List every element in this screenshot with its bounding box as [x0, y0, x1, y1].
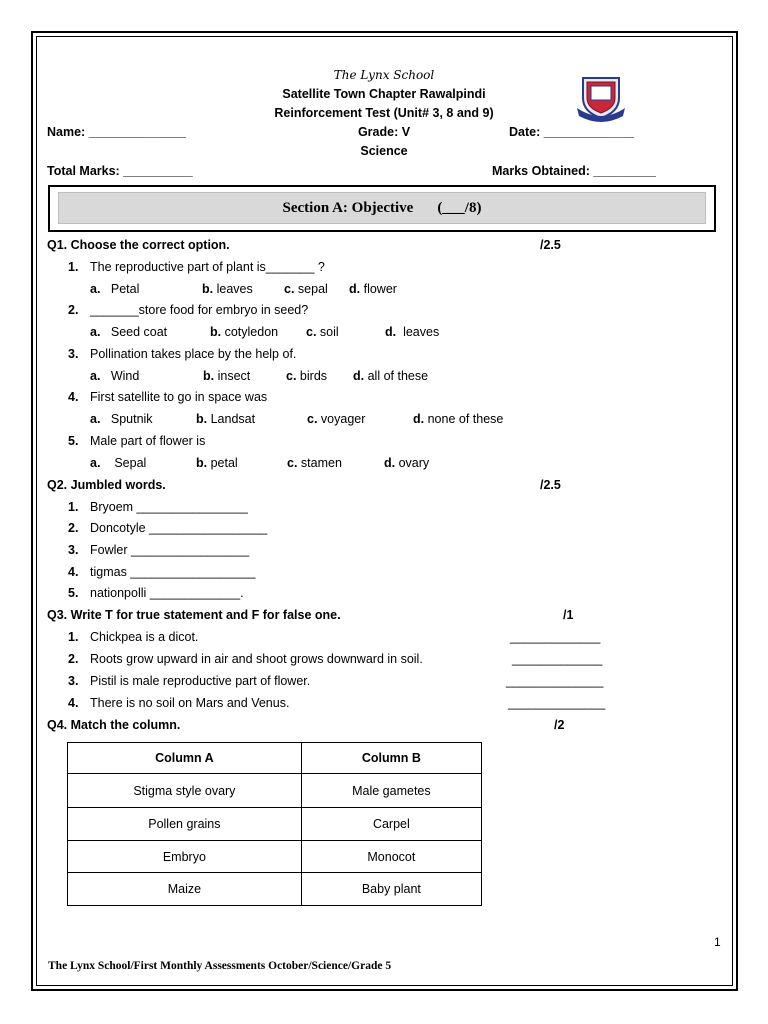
- grade-label: Grade: V: [357, 125, 411, 139]
- q2-item-text[interactable]: nationpolli _____________.: [90, 586, 244, 600]
- q3-answer-blank[interactable]: _____________: [512, 652, 603, 666]
- q1-option: d. all of these: [353, 369, 429, 383]
- table-cell: Carpel: [301, 808, 481, 841]
- footer-text: The Lynx School/First Monthly Assessments October/Science/Grade 5: [48, 960, 392, 972]
- q1-option: a. Petal: [90, 282, 140, 296]
- q3-answer-blank[interactable]: ______________: [508, 696, 606, 710]
- q2-item-num: 1.: [68, 500, 79, 514]
- q1-item-text: _______store food for embryo in seed?: [90, 303, 309, 317]
- q1-option: a. Wind: [90, 369, 140, 383]
- q2-item-text[interactable]: Doncotyle _________________: [90, 521, 268, 535]
- q1-option: b. Landsat: [196, 412, 256, 426]
- q3-item-num: 1.: [68, 630, 79, 644]
- q1-marks: /2.5: [540, 238, 561, 252]
- table-row: [68, 774, 482, 808]
- q1-option: c. sepal: [284, 282, 328, 296]
- q1-option: b. petal: [196, 456, 238, 470]
- table-cell: Male gametes: [301, 774, 481, 808]
- table-cell: Maize: [68, 873, 302, 906]
- table-cell: Monocot: [301, 841, 481, 873]
- q1-option: b. cotyledon: [210, 325, 279, 339]
- section-title: Section A: Objective: [282, 199, 414, 216]
- q2-item-num: 5.: [68, 586, 79, 600]
- table-row: [68, 808, 482, 841]
- q2-item-text[interactable]: Fowler _________________: [90, 543, 250, 557]
- q3-answer-blank[interactable]: _____________: [510, 630, 601, 644]
- subject-label: Science: [360, 144, 408, 158]
- q2-item-num: 3.: [68, 543, 79, 557]
- q3-item-text: Pistil is male reproductive part of flower.: [90, 674, 311, 688]
- q2-marks: /2.5: [540, 478, 561, 492]
- q2-title: Q2. Jumbled words.: [47, 478, 166, 492]
- page-number: 1: [714, 935, 721, 949]
- table-cell: Stigma style ovary: [68, 774, 302, 808]
- q1-option: a. Sputnik: [90, 412, 153, 426]
- q3-item-text: Roots grow upward in air and shoot grows downward in soil.: [90, 652, 423, 666]
- q3-answer-blank[interactable]: ______________: [506, 674, 604, 688]
- q2-item-num: 2.: [68, 521, 79, 535]
- name-field[interactable]: Name: ______________: [47, 125, 187, 139]
- q3-item-text: Chickpea is a dicot.: [90, 630, 199, 644]
- school-crest-logo: [575, 72, 627, 122]
- q1-item-text: Pollination takes place by the help of.: [90, 347, 297, 361]
- q1-item-text: Male part of flower is: [90, 434, 206, 448]
- q2-item-text[interactable]: tigmas __________________: [90, 565, 256, 579]
- column-header: Column A: [68, 743, 302, 774]
- marks-obtained-field[interactable]: Marks Obtained: _________: [492, 164, 656, 178]
- q4-title: Q4. Match the column.: [47, 718, 181, 732]
- q4-marks: /2: [554, 718, 565, 732]
- q1-option: b. insect: [203, 369, 251, 383]
- table-header-row: [68, 743, 482, 774]
- q2-item-num: 4.: [68, 565, 79, 579]
- section-bar: [58, 192, 706, 224]
- date-field[interactable]: Date: _____________: [509, 125, 635, 139]
- q1-item-num: 3.: [68, 347, 79, 361]
- q1-item-num: 5.: [68, 434, 79, 448]
- table-cell: Baby plant: [301, 873, 481, 906]
- test-title: Reinforcement Test (Unit# 3, 8 and 9): [274, 106, 494, 120]
- q1-option: a. Sepal: [90, 456, 147, 470]
- q1-option: d. ovary: [384, 456, 430, 470]
- table-row: [68, 873, 482, 906]
- q1-option: c. stamen: [287, 456, 342, 470]
- q1-option: d. leaves: [385, 325, 440, 339]
- table-row: [68, 841, 482, 873]
- q3-title: Q3. Write T for true statement and F for false one.: [47, 608, 341, 622]
- q3-item-num: 2.: [68, 652, 79, 666]
- section-marks: (___/8): [437, 199, 482, 216]
- q2-item-text[interactable]: Bryoem ________________: [90, 500, 248, 514]
- q1-option: c. birds: [286, 369, 328, 383]
- school-name: The Lynx School: [333, 68, 435, 82]
- section-banner: [48, 185, 716, 232]
- q1-title: Q1. Choose the correct option.: [47, 238, 230, 252]
- table-cell: Pollen grains: [68, 808, 302, 841]
- q1-option: b. leaves: [202, 282, 253, 296]
- q1-option: c. soil: [306, 325, 339, 339]
- q3-item-num: 3.: [68, 674, 79, 688]
- match-column-table: [67, 742, 482, 906]
- table-cell: Embryo: [68, 841, 302, 873]
- q1-option: c. voyager: [307, 412, 366, 426]
- q1-item-text: The reproductive part of plant is_______ ?: [90, 260, 325, 274]
- total-marks-field[interactable]: Total Marks: __________: [47, 164, 193, 178]
- q1-item-num: 4.: [68, 390, 79, 404]
- q1-item-num: 2.: [68, 303, 79, 317]
- column-header: Column B: [301, 743, 481, 774]
- q1-option: a. Seed coat: [90, 325, 168, 339]
- q1-item-text: First satellite to go in space was: [90, 390, 268, 404]
- q1-option: d. flower: [349, 282, 397, 296]
- q3-item-text: There is no soil on Mars and Venus.: [90, 696, 290, 710]
- chapter-name: Satellite Town Chapter Rawalpindi: [282, 87, 486, 101]
- q1-item-num: 1.: [68, 260, 79, 274]
- q3-item-num: 4.: [68, 696, 79, 710]
- q1-option: d. none of these: [413, 412, 504, 426]
- q3-marks: /1: [563, 608, 574, 622]
